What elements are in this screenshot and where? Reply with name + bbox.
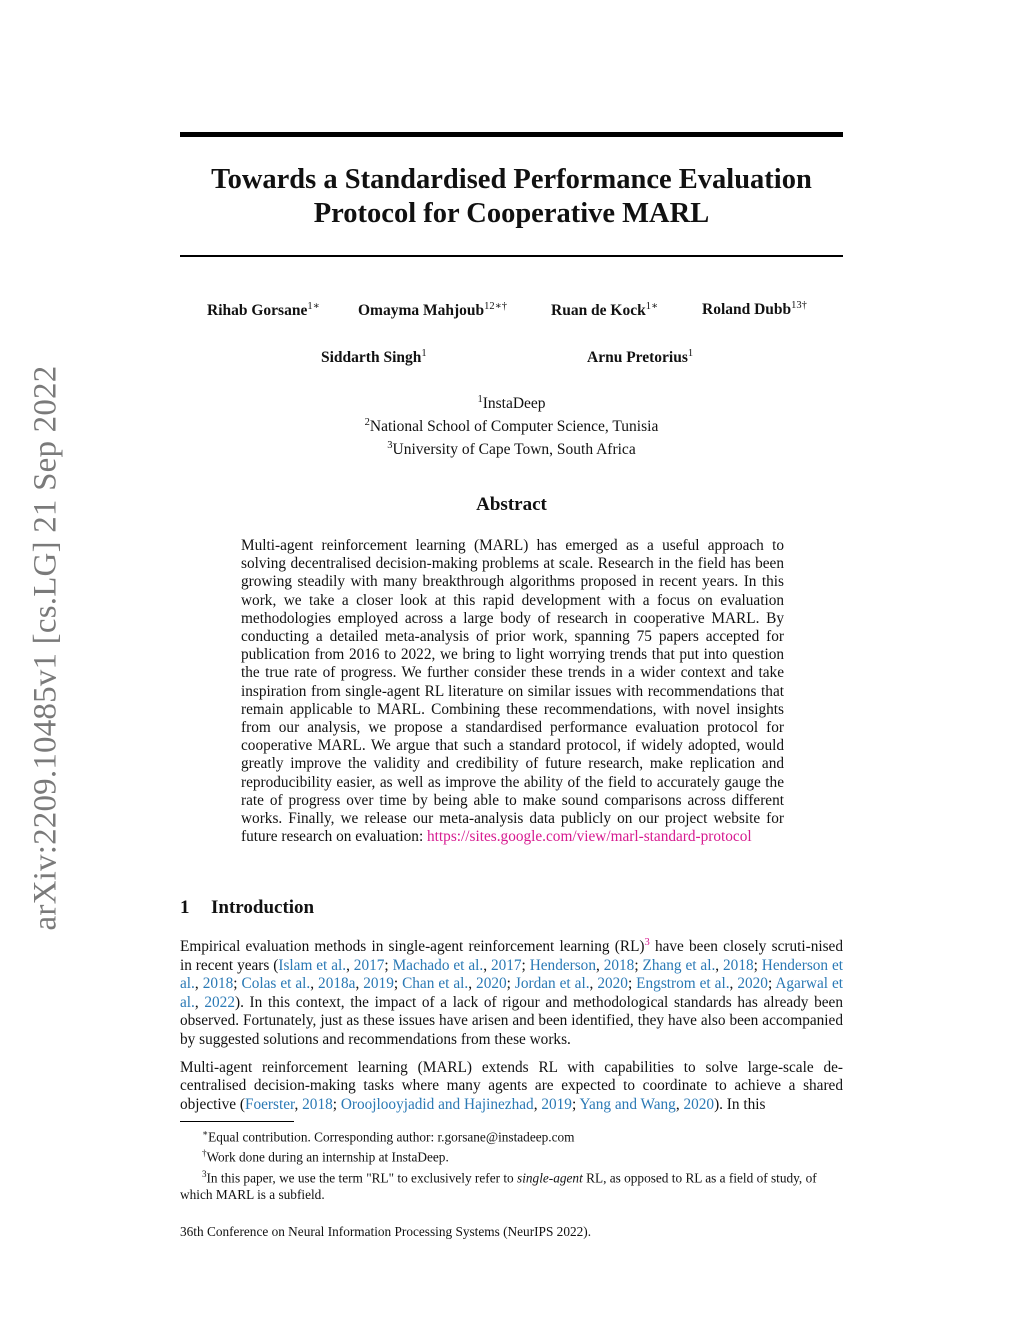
citation-year-link[interactable]: 2020 bbox=[737, 975, 768, 993]
author-omayma-mahjoub: Omayma Mahjoub$^{12∗\dagger}$ bbox=[358, 301, 508, 320]
footnote-rl-term: $^3$In this paper, we use the term "RL" to exclusively refer to single-agent RL, as opposed to RL as a field of study, of which MARL is a subfield. bbox=[180, 1168, 817, 1203]
abstract-text: Multi-agent reinforcement learning (MARL) has emerged as a useful approach to solving decentralised decision-making problems at scale. Research in the field has been growing steadily with many breakthrough algorithms proposed in recent years. In this work, we take a closer look at this rapid development with a focus on evaluation methodologies employed across a large body of research in cooperative MARL. By conducting a detailed meta-analysis of prior work, spanning 75 papers accepted for publication from 2016 to 2022, we bring to light worrying trends that put into question the true rate of progress. We further consider these trends in a wider context and take inspiration from single-agent RL literature on similar issues with recommendations that remain applicable to MARL. Combining these recommendations, with novel insights from our analysis, we propose a standardised performance evaluation protocol for cooperative MARL. We argue that such a standard protocol, if widely adopted, would greatly improve the validity and credibility of future research, make replication and reproducibility easier, as well as improve the ability of the field to accurately gauge the rate of progress over time by being able to make sound comparisons across different works. Finally, we release our meta-analysis data publicly on our project website for future research on evaluation: bbox=[241, 537, 784, 846]
citation-link[interactable]: Henderson bbox=[529, 956, 596, 974]
citation-link[interactable]: Islam et al. bbox=[278, 956, 347, 974]
citation-link[interactable]: Oroojlooyjadid and Hajinezhad bbox=[340, 1095, 534, 1113]
citation-link[interactable]: Henderson et al. bbox=[180, 956, 844, 993]
citation-year-link[interactable]: 2017 bbox=[490, 956, 522, 974]
affiliation-3: $^3$University of Cape Town, South Africa bbox=[387, 440, 636, 459]
section-heading-introduction: 1 Introduction bbox=[180, 897, 315, 918]
citation-year-link[interactable]: 2020 bbox=[597, 975, 628, 993]
title-bottom-rule bbox=[180, 255, 843, 257]
citation-link[interactable]: Foerster bbox=[244, 1095, 295, 1113]
introduction-body bbox=[180, 938, 843, 1123]
citation-link[interactable]: Chan et al. bbox=[402, 975, 469, 993]
citation-link[interactable]: Machado et al. bbox=[392, 956, 484, 974]
citation-year-link[interactable]: 2018 bbox=[603, 956, 635, 974]
footnote-rule bbox=[180, 1121, 294, 1122]
author-siddarth-singh: Siddarth Singh$^1$ bbox=[321, 348, 427, 367]
author-roland-dubb: Roland Dubb$^{13\dagger}$ bbox=[702, 300, 807, 319]
citation-year-link[interactable]: 2022 bbox=[204, 993, 235, 1011]
citation-link[interactable]: Agarwal et al. bbox=[180, 975, 844, 1011]
citation-year-link[interactable]: 2020 bbox=[683, 1095, 715, 1113]
footnote-internship: †Work done during an internship at InstaDeep. bbox=[202, 1148, 449, 1165]
author-rihab-gorsane: Rihab Gorsane$^{1∗}$ bbox=[207, 301, 320, 320]
intro-paragraph-1: Empirical evaluation methods in single-agent reinforcement learning (RL)$^3$ have been closely scruti-nised in recent years (Islam et al., 2017; Machado et al., 2017; Henderson, 2018; Zhang et al., 2018; Henderson et al., 2018; Colas et al., 2018a, 2019; Chan et al., 2020; Jordan et al., 2020; Engstrom et al., 2020; Agarwal et al., 2022). In this context, the impact of a lack of rigour and methodological standards has already been observed. Fortunately, just as these issues have arisen and been identified, they have also been accompanied by suggested solutions and recommendations from these works. bbox=[180, 936, 844, 1048]
abstract-body bbox=[241, 537, 784, 846]
author-ruan-de-kock: Ruan de Kock$^{1∗}$ bbox=[551, 301, 659, 320]
citation-year-link[interactable]: 2018 bbox=[723, 956, 754, 974]
citation-year-link[interactable]: 2018a bbox=[318, 975, 356, 993]
intro-paragraph-2: Multi-agent reinforcement learning (MARL) extends RL with capabilities to solve large-scale de-centralised decision-making tasks where many agents are expected to coordinate to achieve a shared objective (Foerster, 2018; Oroojlooyjadid and Hajinezhad, 2019; Yang and Wang, 2020). In this bbox=[180, 1058, 843, 1113]
citation-link[interactable]: Colas et al. bbox=[241, 975, 311, 993]
citation-year-link[interactable]: 2019 bbox=[541, 1095, 572, 1113]
author-arnu-pretorius: Arnu Pretorius$^1$ bbox=[587, 348, 694, 367]
citation-year-link[interactable]: 2018 bbox=[202, 975, 234, 993]
footnotes bbox=[180, 1125, 843, 1203]
title-line-2: Protocol for Cooperative MARL bbox=[313, 198, 710, 229]
paper-title bbox=[180, 163, 843, 231]
affiliation-2: $^2$National School of Computer Science, Tunisia bbox=[364, 417, 659, 436]
affiliations bbox=[180, 390, 843, 459]
project-website-link[interactable]: https://sites.google.com/view/marl-standard-protocol bbox=[427, 828, 752, 846]
abstract-heading: Abstract bbox=[476, 494, 547, 515]
arxiv-identifier: arXiv:2209.10485v1 [cs.LG] 21 Sep 2022 bbox=[27, 365, 64, 930]
citation-link[interactable]: Yang and Wang bbox=[579, 1095, 676, 1113]
footnote-ref-3[interactable]: 3 bbox=[644, 936, 650, 948]
citation-link[interactable]: Engstrom et al. bbox=[636, 975, 730, 993]
title-top-rule bbox=[180, 132, 843, 137]
affiliation-1: $^1$InstaDeep bbox=[477, 394, 546, 413]
citation-link[interactable]: Zhang et al. bbox=[642, 956, 716, 974]
citation-year-link[interactable]: 2018 bbox=[302, 1095, 333, 1113]
citation-year-link[interactable]: 2020 bbox=[476, 975, 507, 993]
footnote-equal-contribution: ∗Equal contribution. Corresponding author: r.gorsane@instadeep.com bbox=[202, 1128, 575, 1145]
arxiv-sidebar-stamp bbox=[26, 355, 66, 940]
conference-footer: 36th Conference on Neural Information Processing Systems (NeurIPS 2022). bbox=[180, 1224, 592, 1239]
citation-year-link[interactable]: 2019 bbox=[363, 975, 394, 993]
citation-link[interactable]: Jordan et al. bbox=[514, 975, 590, 993]
citation-year-link[interactable]: 2017 bbox=[353, 956, 385, 974]
title-line-1: Towards a Standardised Performance Evaluation bbox=[211, 164, 812, 195]
